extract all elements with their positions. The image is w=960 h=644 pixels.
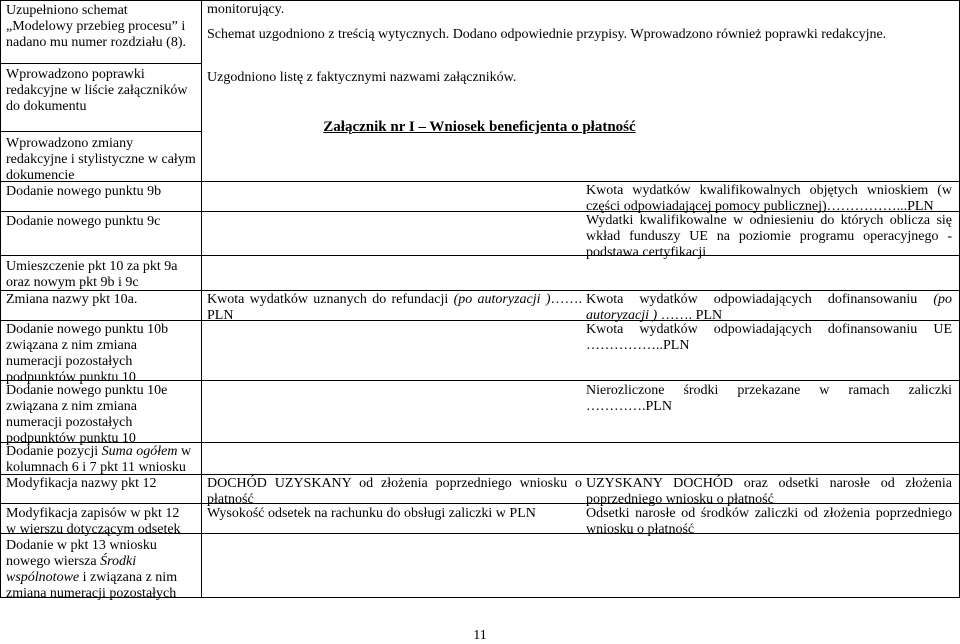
right-text: Kwota wydatków odpowiadających dofinansowaniu (po autoryzacji ) ……. PLN xyxy=(586,292,952,323)
change-description: Dodanie pozycji Suma ogółem w kolumnach 6 i 7 pkt 11 wniosku xyxy=(6,444,192,475)
table-border-left xyxy=(0,0,1,598)
change-description: Modyfikacja zapisów w pkt 12 w wierszu dotyczącym odsetek Dodanie w pkt 13 wniosku nowego wiersza Środki wspólnotowe i związana z nim zmiana numeracji pozostałych xyxy=(6,506,181,601)
page-number: 11 xyxy=(473,628,487,643)
change-description: Dodanie nowego punktu 9b xyxy=(6,184,162,199)
change-description: Zmiana nazwy pkt 10a. xyxy=(6,292,138,307)
change-description: Dodanie nowego punktu 10e związana z nim zmiana numeracji pozostałych podpunktów punktu 10 xyxy=(6,383,168,446)
right-text: Nierozliczone środki przekazane w ramach zaliczki ………….PLN xyxy=(586,383,952,414)
row-divider xyxy=(0,0,960,1)
column-divider xyxy=(201,0,202,598)
change-description: Dodanie nowego punktu 9c xyxy=(6,214,161,229)
mid-text: DOCHÓD UZYSKANY od złożenia poprzedniego wniosku o płatność xyxy=(207,476,582,507)
mid-text: Uzgodniono listę z faktycznymi nazwami załączników. xyxy=(207,70,517,85)
right-text: Kwota wydatków kwalifikowalnych objętych wnioskiem (w części odpowiadającej pomocy publicznej)……………...PLN xyxy=(586,183,952,214)
right-text: UZYSKANY DOCHÓD oraz odsetki narosłe od złożenia poprzedniego wniosku o płatność xyxy=(586,476,952,507)
right-text: Odsetki narosłe od środków zaliczki od złożenia poprzedniego wniosku o płatność xyxy=(586,506,952,537)
change-description: Modyfikacja nazwy pkt 12 xyxy=(6,476,157,491)
right-text: Wydatki kwalifikowalne w odniesieniu do których oblicza się wkład funduszy UE na poziomie programu operacyjnego - podstawa certyfikacji xyxy=(586,213,952,260)
right-text: Kwota wydatków odpowiadających dofinansowaniu UE ……………..PLN xyxy=(586,322,952,353)
row-divider xyxy=(0,131,201,132)
mid-text: Schemat uzgodniono z treścią wytycznych. Dodano odpowiednie przypisy. Wprowadzono również poprawki redakcyjne. xyxy=(207,27,887,42)
annex-title: Załącznik nr I – Wniosek beneficjenta o płatność xyxy=(323,119,636,135)
change-description: Wprowadzono zmiany redakcyjne i stylistyczne w całym dokumencie xyxy=(6,136,196,183)
change-description: Wprowadzono poprawki redakcyjne w liście załączników do dokumentu xyxy=(6,67,188,114)
change-description: Uzupełniono schemat „Modelowy przebieg procesu” i nadano mu numer rozdziału (8). xyxy=(6,3,186,50)
mid-text: Kwota wydatków uznanych do refundacji (po autoryzacji )……. PLN xyxy=(207,292,582,323)
mid-text: monitorujący. xyxy=(207,2,285,17)
change-description: Dodanie nowego punktu 10b związana z nim zmiana numeracji pozostałych podpunktów punktu 10 xyxy=(6,322,169,385)
change-description: Umieszczenie pkt 10 za pkt 9a oraz nowym pkt 9b i 9c xyxy=(6,259,178,290)
row-divider xyxy=(0,63,201,64)
mid-text: Wysokość odsetek na rachunku do obsługi zaliczki w PLN xyxy=(207,506,536,521)
